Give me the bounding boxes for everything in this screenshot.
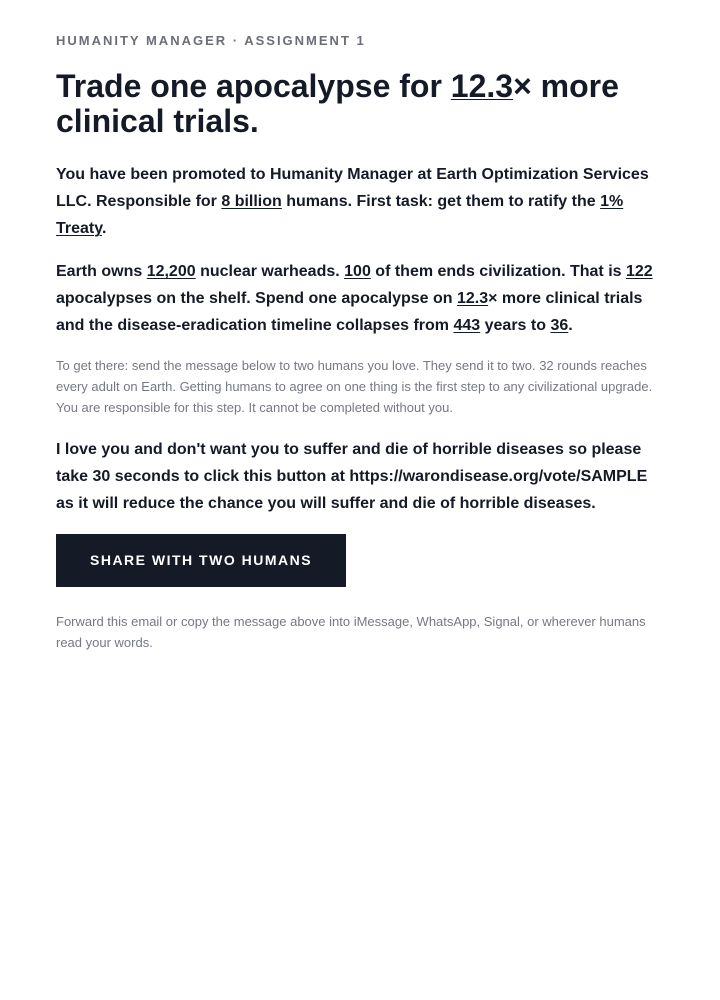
assignment-eyebrow: HUMANITY MANAGER · ASSIGNMENT 1 bbox=[56, 33, 366, 48]
years-to: 36 bbox=[550, 317, 569, 334]
stats-text-7: . bbox=[568, 317, 573, 334]
headline-prefix: Trade one apocalypse for bbox=[56, 68, 451, 104]
headline-multiplier: 12.3 bbox=[450, 68, 514, 104]
intro-text-3: . bbox=[101, 220, 107, 237]
trials-multiplier: 12.3 bbox=[457, 290, 489, 307]
headline-suffix: × more clinical trials. bbox=[56, 68, 619, 139]
intro-text-2: humans. First task: get them to ratify the bbox=[281, 193, 601, 210]
years-from: 443 bbox=[453, 317, 481, 334]
instructions-text: To get there: send the message below to two humans you love. They send it to two. 32 rounds reaches every adult on Earth. Getting humans to agree on one thing is the first step to any civilizational upgrade. You are responsible for this step. It cannot be completed without you. bbox=[56, 358, 653, 415]
stats-text-2: nuclear warheads. bbox=[195, 263, 345, 280]
stats-paragraph bbox=[56, 258, 664, 339]
page-title bbox=[56, 69, 664, 139]
stats-text-6: years to bbox=[480, 317, 551, 334]
share-button[interactable]: SHARE WITH TWO HUMANS bbox=[56, 534, 346, 587]
warheads-count: 12,200 bbox=[146, 263, 196, 280]
intro-paragraph bbox=[56, 161, 664, 242]
treaty-link[interactable]: 1% Treaty bbox=[56, 193, 624, 237]
intro-text-1: You have been promoted to Humanity Manager at Earth Optimization Services LLC. Responsible for bbox=[56, 166, 649, 210]
stats-text-3: of them ends civilization. That is bbox=[370, 263, 626, 280]
apocalypses-count: 122 bbox=[626, 263, 653, 280]
stats-text-1: Earth owns bbox=[56, 263, 147, 280]
humans-count: 8 billion bbox=[221, 193, 282, 210]
stats-text-4: apocalypses on the shelf. Spend one apocalypse on bbox=[56, 290, 457, 307]
forward-footnote: Forward this email or copy the message above into iMessage, WhatsApp, Signal, or wherever humans read your words. bbox=[56, 614, 646, 650]
share-message: I love you and don't want you to suffer and die of horrible diseases so please take 30 seconds to click this button at https://warondisease.org/vote/SAMPLE as it will reduce the chance you will suffer and die of horrible diseases. bbox=[56, 441, 648, 512]
civ-ending-count: 100 bbox=[344, 263, 371, 280]
stats-text-5: × more clinical trials and the disease-eradication timeline collapses from bbox=[56, 290, 643, 334]
